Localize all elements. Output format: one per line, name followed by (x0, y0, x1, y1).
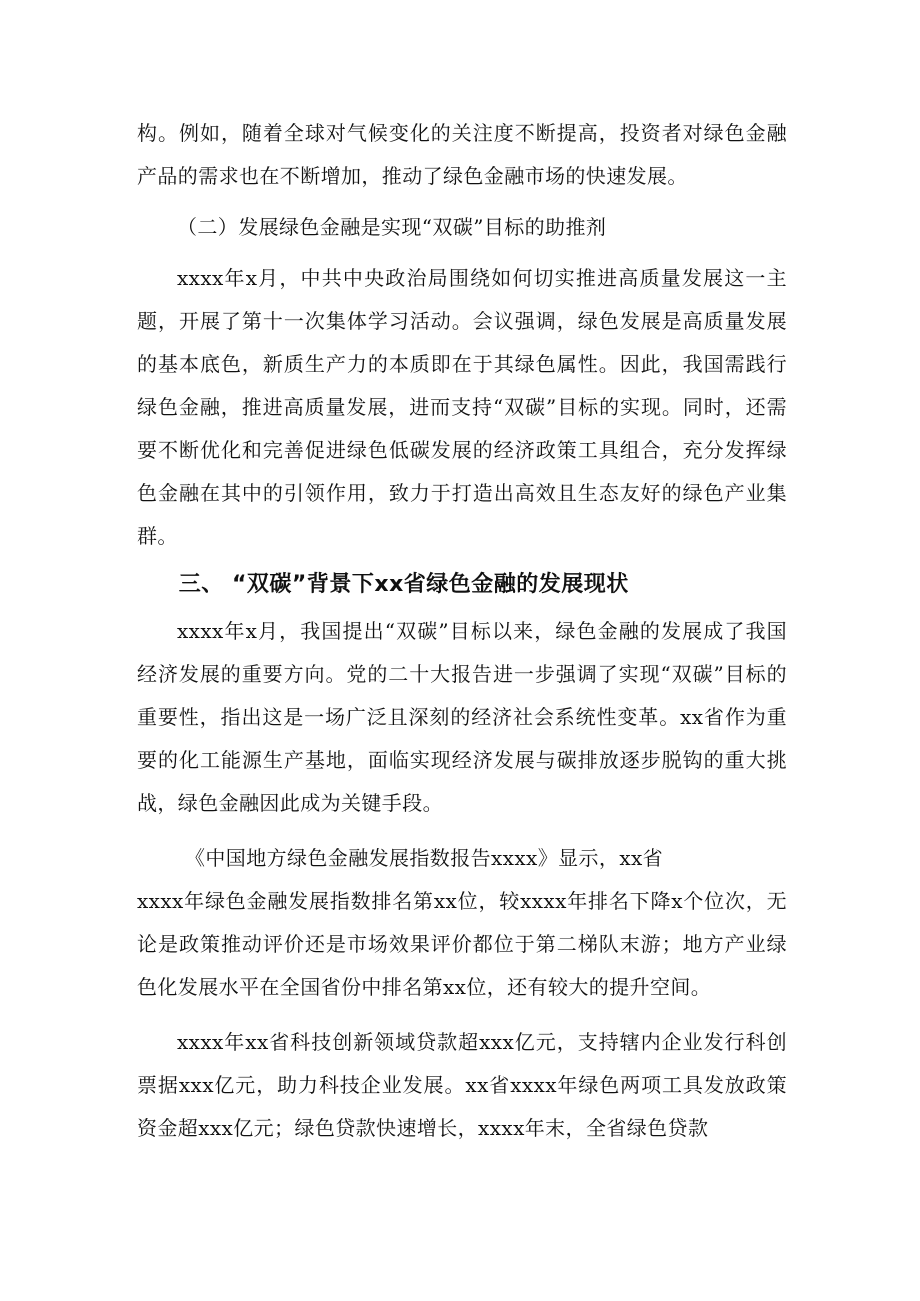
paragraph-politburo-study: xxxx年x月，中共中央政治局围绕如何切实推进高质量发展这一主题，开展了第十一次集体学习活动。会议强调，绿色发展是高质量发展的基本底色，新质生产力的本质即在于其绿色属性。因此，我国需践行绿色金融，推进高质量发展，进而支持“双碳”目标的实现。同时，还需要不断优化和完善促进绿色低碳发展的经济政策工具组合，充分发挥绿色金融在其中的引领作用，致力于打造出高效且生态友好的绿色产业集群。 (137, 266, 787, 548)
paragraph-index-report-intro: 《中国地方绿色金融发展指数报告xxxx》显示，xx省 (185, 846, 664, 870)
subheading-2: （二）发展绿色金融是实现“双碳”目标的助推剂 (177, 215, 607, 239)
paragraph-dual-carbon-goal: xxxx年x月，我国提出“双碳”目标以来，绿色金融的发展成了我国经济发展的重要方向。党的二十大报告进一步强调了实现“双碳”目标的重要性，指出这是一场广泛且深刻的经济社会系统性变革。xx省作为重要的化工能源生产基地，面临实现经济发展与碳排放逐步脱钩的重大挑战，绿色金融因此成为关键手段。 (137, 619, 787, 815)
paragraph-continuation: 构。例如，随着全球对气候变化的关注度不断提高，投资者对绿色金融产品的需求也在不断增加，推动了绿色金融市场的快速发展。 (137, 121, 787, 188)
paragraph-index-report-body: xxxx年绿色金融发展指数排名第xx位，较xxxx年排名下降x个位次，无论是政策推动评价还是市场效果评价都位于第二梯队末游；地方产业绿色化发展水平在全国省份中排名第xx位，还有较大的提升空间。 (137, 889, 787, 999)
paragraph-loans: xxxx年xx省科技创新领域贷款超xxx亿元，支持辖内企业发行科创票据xxx亿元，助力科技企业发展。xx省xxxx年绿色两项工具发放政策资金超xxx亿元；绿色贷款快速增长，xxxx年末，全省绿色贷款 (137, 1030, 787, 1140)
section-heading-3: 三、 “双碳”背景下xx省绿色金融的发展现状 (178, 572, 629, 597)
document-body (137, 112, 787, 1150)
